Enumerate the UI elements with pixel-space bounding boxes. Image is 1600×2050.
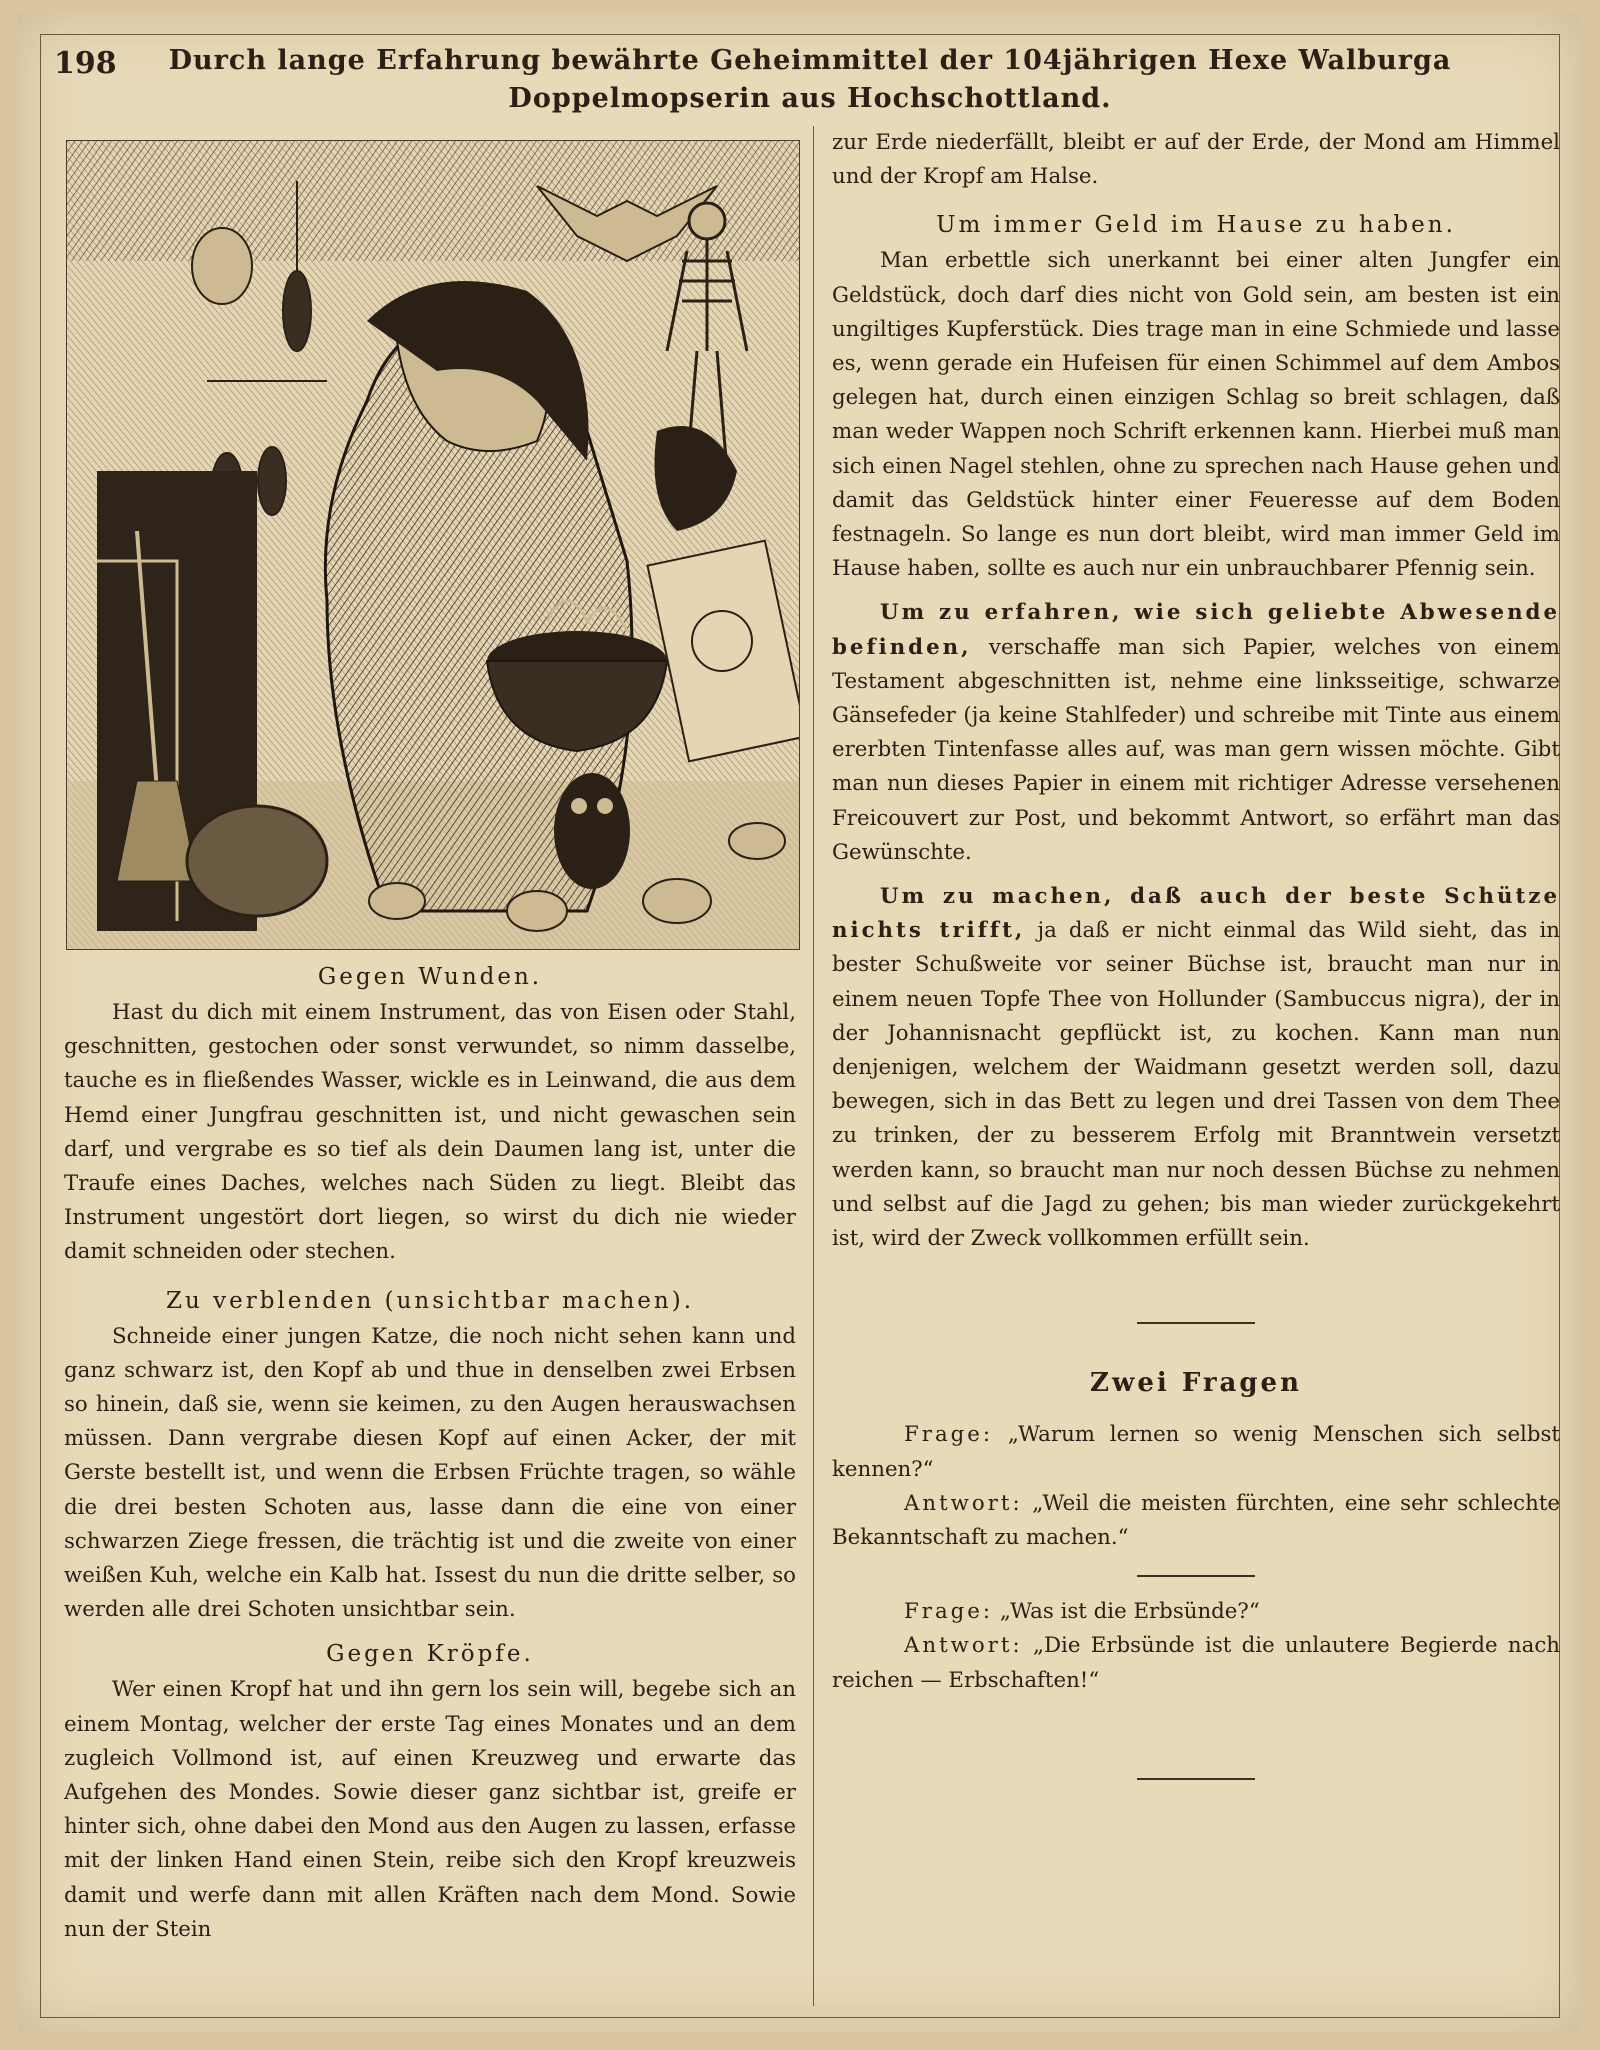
paragraph-kroepfe-continued: zur Erde niederfällt, bleibt er auf der Erde, der Mond am Himmel und der Kropf am Halse. bbox=[832, 130, 1560, 190]
heading-geld-im-hause: Um immer Geld im Hause zu haben. bbox=[936, 212, 1456, 239]
heading-zwei-fragen: Zwei Fragen bbox=[1089, 1368, 1302, 1399]
answer-1-label: Antwort: bbox=[904, 1490, 1023, 1516]
column-divider bbox=[813, 126, 814, 2006]
newspaper-page bbox=[18, 14, 1580, 2032]
text-schuetze: ja daß er nicht einmal das Wild sieht, das in bester Schußweite vor seiner Büchse ist, braucht man nur in einem neuen Topfe Thee von Hollunder (Sambuccus nigra), der in der Johannisnacht gepflückt ist, zu kochen. Kann man nun denjenigen, welchem der Waidmann gesetzt werden soll, dazu bewegen, sich in das Bett zu legen und drei Tassen von dem Thee zu trinken, der zu besserem Erfolg mit Branntwein versetzt werden kann, so braucht man nur noch dessen Büchse zu nehmen und selbst auf die Jagd zu gehen; bis man wieder zurückgekehrt ist, wird der Zweck vollkommen erfüllt sein. bbox=[832, 918, 1560, 1252]
left-column bbox=[52, 126, 808, 1947]
page-title bbox=[160, 42, 1460, 118]
question-1-text: „Warum lernen so wenig Menschen sich selbst kennen?“ bbox=[832, 1422, 1560, 1482]
section-rule bbox=[1137, 1322, 1255, 1324]
right-column bbox=[820, 126, 1572, 1780]
witch-engraving bbox=[67, 141, 799, 949]
paragraph-gegen-kroepfe: Wer einen Kropf hat und ihn gern los sein will, begebe sich an einem Montag, welcher der erste Tag eines Monates und an dem zugleich Vollmond ist, auf einen Kreuzweg und erwarte das Aufgehen des Mondes. Sowie dieser ganz sichtbar ist, greife er hinter sich, ohne dabei den Mond aus den Augen zu lassen, erfasse mit der linken Hand einen Stein, reibe sich den Kropf kreuzweis damit und werfe dann mit allen Kräften nach dem Mond. Sowie nun der Stein bbox=[64, 1677, 796, 1942]
paragraph-gegen-wunden: Hast du dich mit einem Instrument, das von Eisen oder Stahl, geschnitten, gestochen oder sonst verwundet, so nimm dasselbe, tauche es in fließendes Wasser, wickle es in Leinwand, die aus dem Hemd einer Jungfrau geschnitten ist, und nicht gewaschen sein darf, und vergrabe es so tief als dein Daumen lang ist, unter die Traufe eines Daches, welches nach Süden zu liegt. Bleibt das Instrument ungestört dort liegen, so wirst du dich nie wieder damit schneiden oder stechen. bbox=[64, 1000, 796, 1265]
end-rule bbox=[1137, 1778, 1255, 1780]
question-2-label: Frage: bbox=[904, 1599, 994, 1625]
lead-schuetze: Um zu machen, daß auch der beste Schütze nichts trifft, bbox=[832, 884, 1560, 944]
page-number: 198 bbox=[54, 46, 117, 81]
heading-zu-verblenden: Zu verblenden (unsichtbar machen). bbox=[165, 1287, 695, 1314]
text-abwesende: verschaffe man sich Papier, welches von einem Testament abgeschnitten ist, nehme eine linksseitige, schwarze Gänsefeder (ja keine Stahlfeder) und schreibe mit Tinte aus einem ererbten Tintenfasse alles auf, was man gern wissen möchte. Gibt man nun dieses Papier in einem mit richtiger Adresse versehenen Freicouvert zur Post, und bekommt Antwort, so erfährt man das Gewünschte. bbox=[832, 634, 1560, 865]
question-1 bbox=[820, 1418, 1572, 1486]
paragraph-zu-verblenden: Schneide einer jungen Katze, die noch nicht sehen kann und ganz schwarz ist, den Kopf ab und thue in denselben zwei Erbsen so hinein, daß sie, wenn sie keimen, zu den Augen herauswachsen müssen. Dann vergrabe diesen Kopf auf einen Acker, der mit Gerste bestellt ist, und wenn die Erbsen Früchte tragen, so wähle die drei besten Schoten aus, lasse dann die eine von einer schwarzen Ziege fressen, die trächtig ist und die zweite von einer weißen Kuh, welche ein Kalb hat. Issest du nun die dritte selber, so werden alle drei Schoten unsichtbar sein. bbox=[64, 1323, 796, 1623]
answer-2-text: „Die Erbsünde ist die unlautere Begierde nach reichen — Erbschaften!“ bbox=[832, 1633, 1560, 1693]
question-2-text: „Was ist die Erbsünde?“ bbox=[999, 1599, 1260, 1625]
question-1-label: Frage: bbox=[904, 1422, 994, 1448]
title-line-2: Doppelmopserin aus Hochschottland. bbox=[508, 83, 1112, 114]
answer-1-text: „Weil die meisten fürchten, eine sehr schlechte Bekanntschaft zu machen.“ bbox=[832, 1490, 1560, 1550]
heading-gegen-kroepfe: Gegen Kröpfe. bbox=[326, 1641, 534, 1668]
paragraph-schuetze bbox=[820, 880, 1572, 1256]
paragraph-geld-im-hause: Man erbettle sich unerkannt bei einer alten Jungfer ein Geldstück, doch darf dies nicht von Gold sein, am besten ist ein ungiltiges Kupferstück. Dies trage man in eine Schmiede und lasse es, wenn gerade ein Hufeisen für einen Schimmel auf dem Ambos gelegen hat, durch einen einzigen Schlag so breit schlagen, daß man weder Wappen noch Schrift erkennen kann. Hierbei muß man sich einen Nagel stehlen, ohne zu sprechen nach Hause gehen und damit das Geldstück hinter einer Feueresse auf dem Boden festnageln. So lange es nun dort bleibt, wird man immer Geld im Hause haben, sollte es auch nur ein unbrauchbarer Pfennig sein. bbox=[832, 248, 1560, 582]
lead-abwesende: Um zu erfahren, wie sich geliebte Abwesende befinden, bbox=[832, 600, 1560, 660]
question-2 bbox=[820, 1595, 1572, 1629]
answer-2 bbox=[820, 1629, 1572, 1697]
answer-1 bbox=[820, 1487, 1572, 1555]
heading-gegen-wunden: Gegen Wunden. bbox=[317, 964, 543, 990]
page-header bbox=[40, 34, 1558, 118]
witch-illustration bbox=[66, 140, 800, 950]
title-line-1: Durch lange Erfahrung bewährte Geheimmittel der 104jährigen Hexe Walburga bbox=[168, 45, 1452, 76]
answer-2-label: Antwort: bbox=[904, 1633, 1023, 1659]
paragraph-abwesende bbox=[820, 596, 1572, 870]
